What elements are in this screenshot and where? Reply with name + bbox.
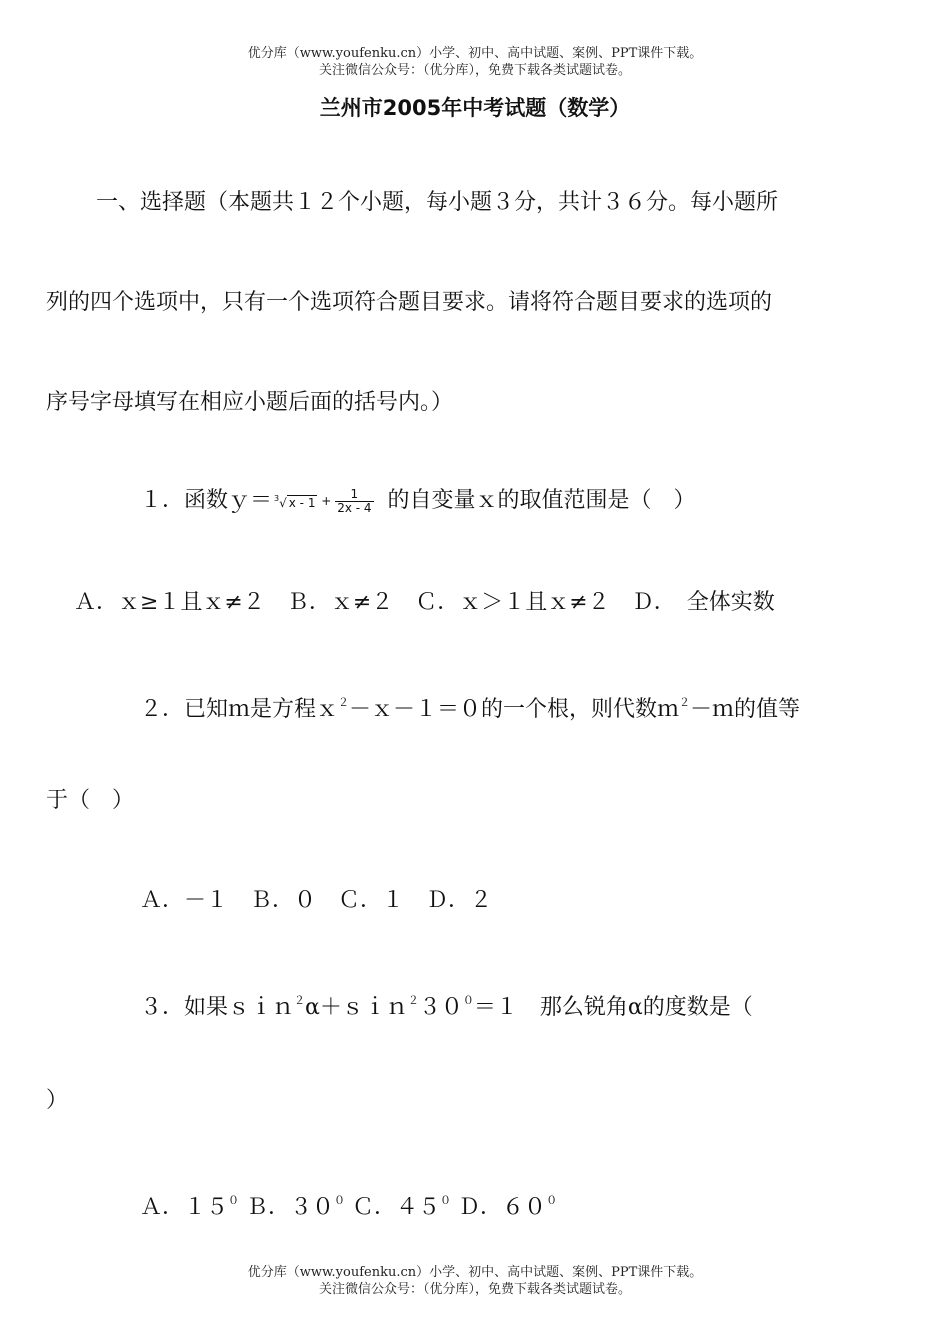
question-2-line-2: 于（ ） (46, 788, 135, 813)
question-3-line-2: ） (46, 1088, 69, 1113)
degree-superscript: ０ (546, 1194, 558, 1207)
superscript: ２ (407, 994, 419, 1007)
question-2-part-3: －ｍ的值等 (690, 697, 801, 722)
option-d: Ｄ．６０ (458, 1195, 547, 1220)
question-1-prefix: １．函数ｙ＝ (140, 488, 273, 513)
option-a: Ａ．１５ (140, 1195, 229, 1220)
section-instructions-line-3: 序号字母填写在相应小题后面的括号内。） (46, 390, 454, 415)
question-1-formula (274, 488, 374, 515)
question-2-part-2: －ｘ－１＝０的一个根，则代数ｍ (349, 697, 680, 722)
question-3-part-2: α＋ｓｉｎ (305, 995, 408, 1020)
question-2 (140, 688, 800, 725)
question-3-part-1: ３．如果ｓｉｎ (140, 995, 295, 1020)
section-instructions-line-1: 一、选择题（本题共１２个小题，每小题３分，共计３６分。每小题所 (96, 190, 779, 215)
section-instructions-line-2: 列的四个选项中，只有一个选项符合题目要求。请将符合题目要求的选项的 (46, 290, 773, 315)
footer-line-1: 优分库（www.youfenku.cn）小学、初中、高中试题、案例、PPT课件下载。 (247, 1265, 703, 1280)
question-2-options: Ａ．－１ Ｂ．０ Ｃ．１ Ｄ．２ (140, 888, 493, 913)
degree-superscript: ０ (334, 1194, 346, 1207)
superscript: ２ (338, 696, 350, 709)
fraction-numerator: 1 (335, 488, 373, 502)
degree-superscript: ０ (440, 1194, 452, 1207)
question-1 (140, 486, 696, 516)
fraction (335, 488, 373, 515)
cube-root: $^3$√ x - 1 (274, 494, 316, 510)
question-3-part-4: ＝１ 那么锐角α的度数是（ (473, 995, 753, 1020)
question-3 (140, 986, 753, 1023)
header-line-1: 优分库（www.youfenku.cn）小学、初中、高中试题、案例、PPT课件下载。 (247, 46, 703, 61)
footer-line-2: 关注微信公众号：（优分库），免费下载各类试题试卷。 (318, 1282, 631, 1297)
superscript: ２ (679, 696, 691, 709)
question-1-suffix: 的自变量ｘ的取值范围是（ ） (387, 488, 696, 513)
radical-index: 3 (274, 494, 280, 503)
question-3-part-3: ３０ (418, 995, 463, 1020)
degree-superscript: ０ (228, 1194, 240, 1207)
plus-sign: + (321, 493, 332, 508)
fraction-denominator: 2x - 4 (337, 500, 372, 515)
page-title: 兰州市2005年中考试题（数学） (319, 96, 631, 120)
question-3-options (140, 1186, 557, 1223)
header-line-2: 关注微信公众号：（优分库），免费下载各类试题试卷。 (318, 63, 631, 78)
option-b: Ｂ．３０ (246, 1195, 335, 1220)
option-c: Ｃ．４５ (352, 1195, 441, 1220)
question-2-part-1: ２．已知ｍ是方程ｘ (140, 697, 339, 722)
question-1-options: Ａ．ｘ≥１且ｘ≠２ Ｂ．ｘ≠２ Ｃ．ｘ＞１且ｘ≠２ Ｄ． 全体实数 (74, 590, 775, 615)
superscript: ２ (294, 994, 306, 1007)
degree-superscript: ０ (462, 994, 474, 1007)
radicand: x - 1 (288, 496, 316, 510)
